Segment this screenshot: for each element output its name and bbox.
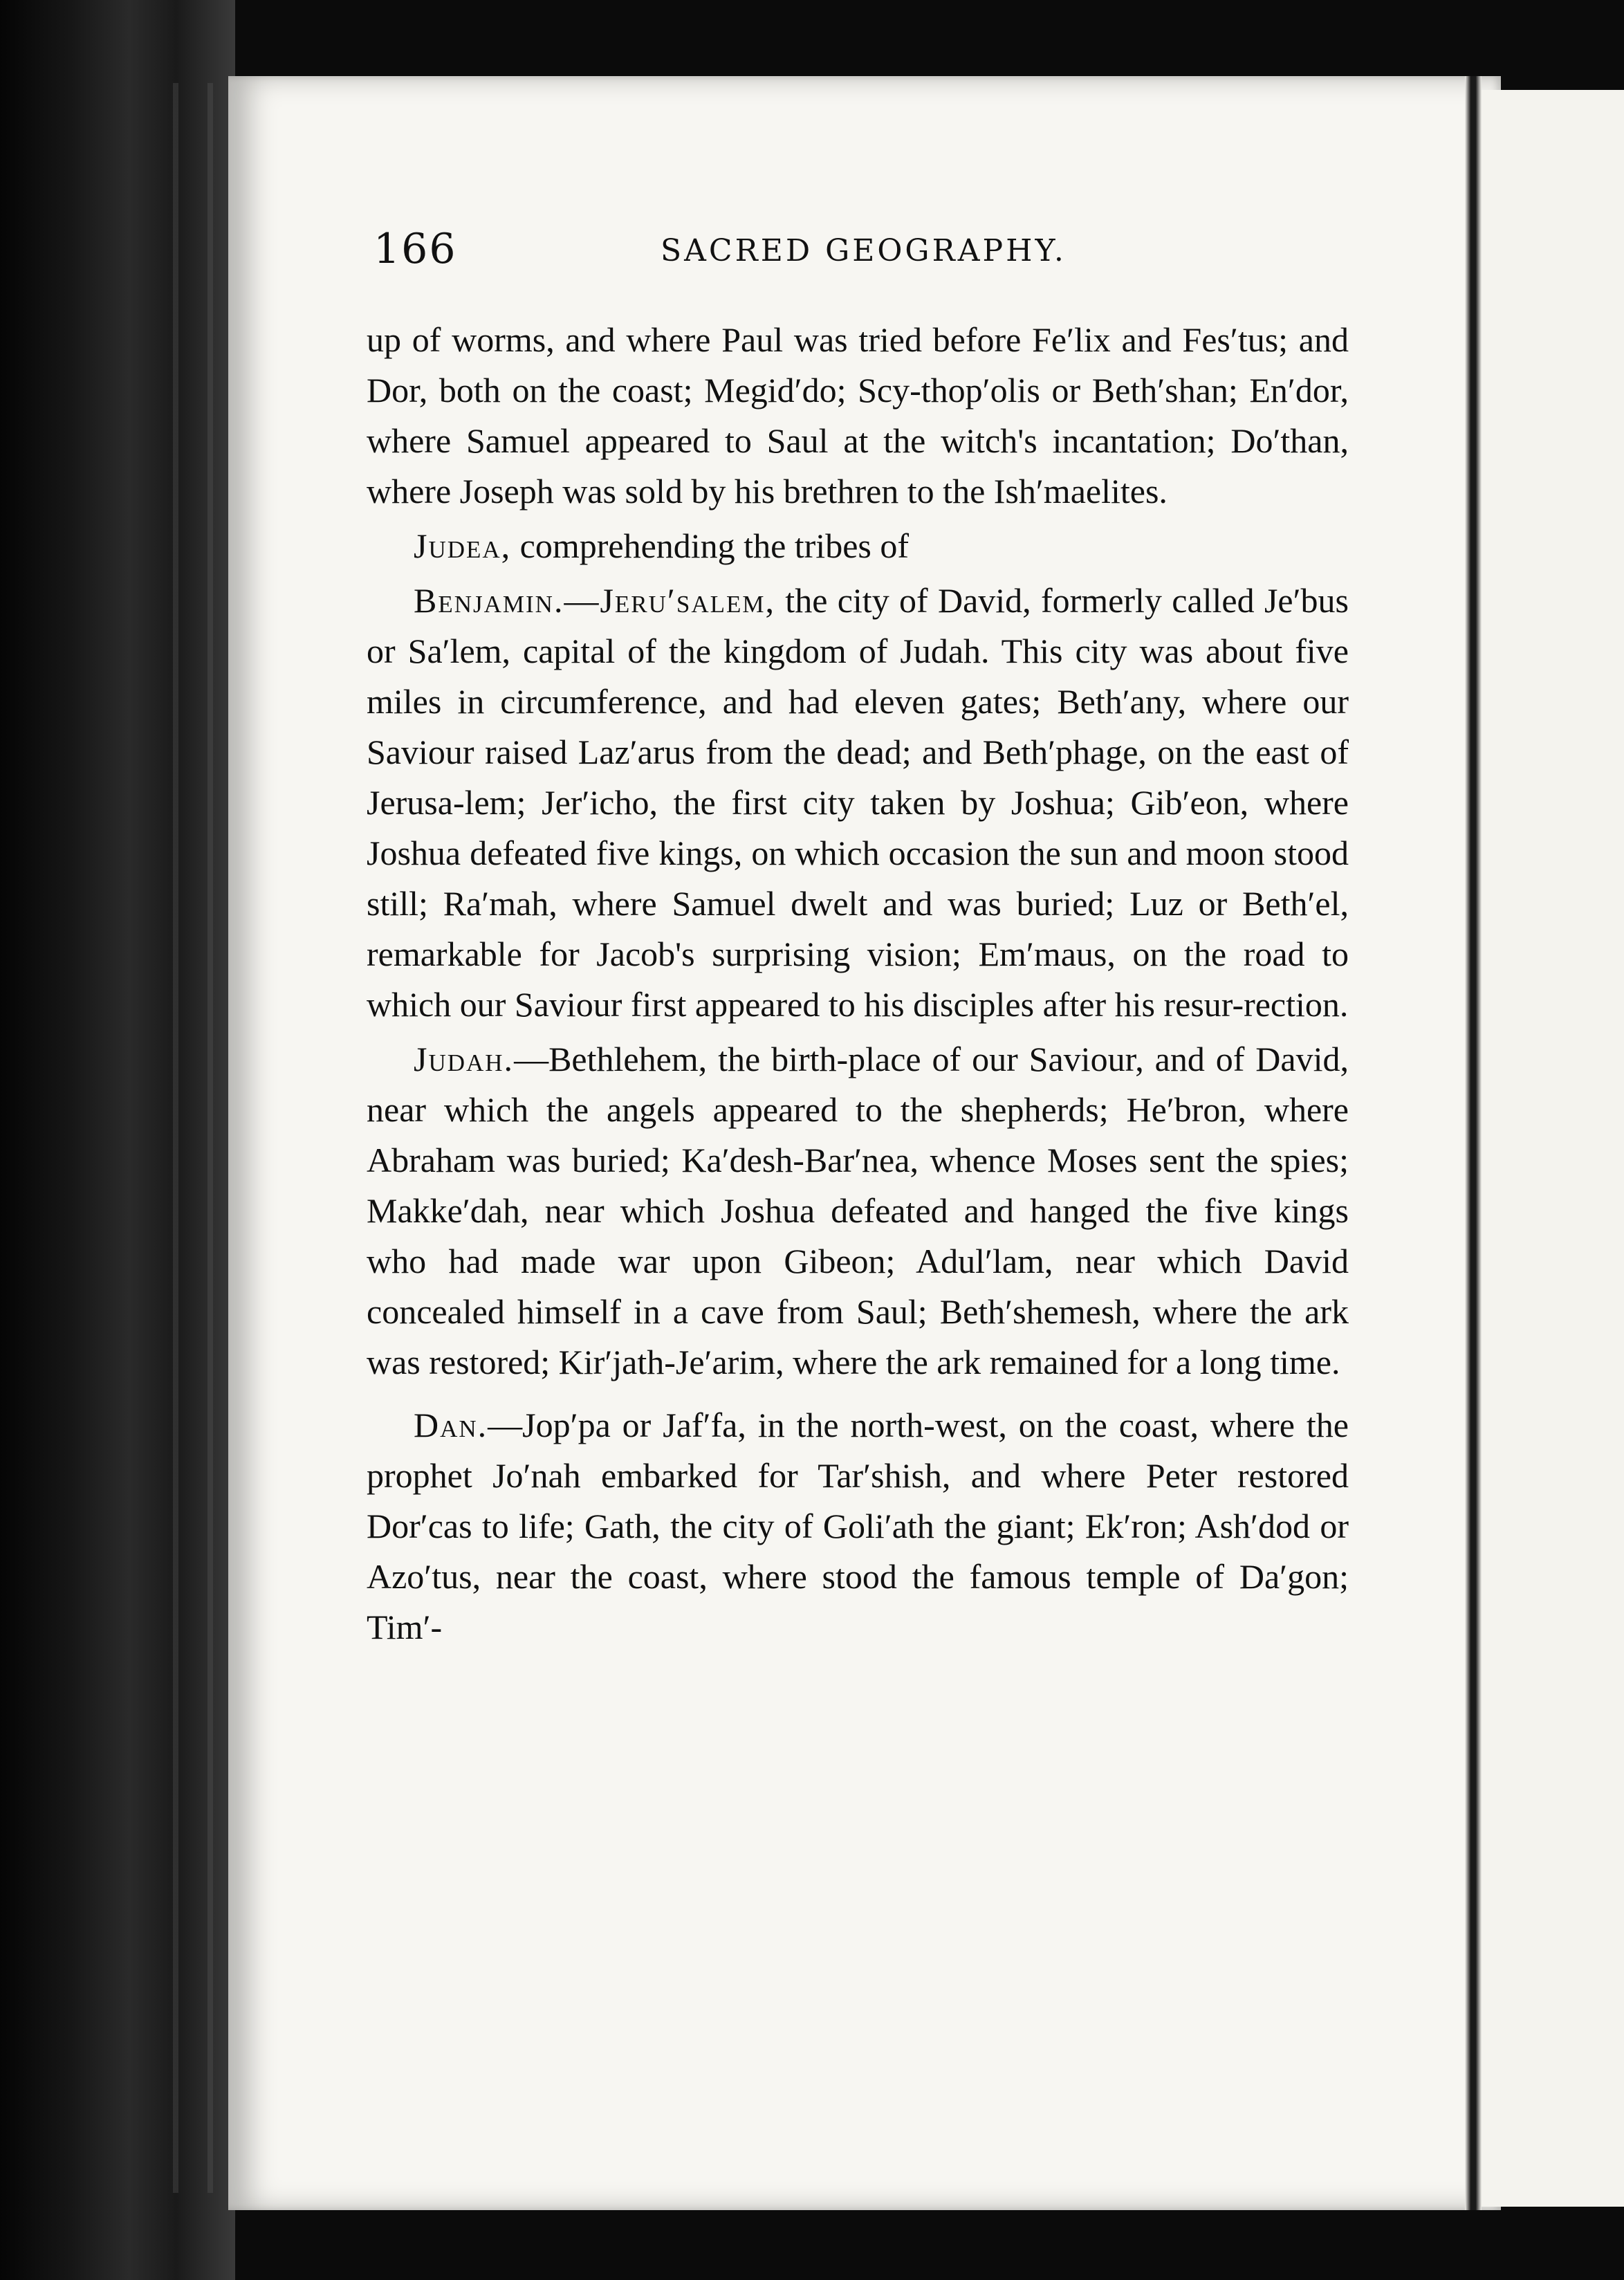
paragraph-lead: Judah. (414, 1040, 515, 1078)
paragraph-text: —Bethlehem, the birth-place of our Saviour, and of David, near which the angels appeared to the shepherds; He′bron, where Abraham was buried; Ka′desh-Bar′nea, whence Moses sent the spies; Makke′dah, near which Joshua defeated and hanged the five kings who had made war upon Gibeon; Adul′lam, near which David concealed himself in a cave from Saul; Beth′shemesh, where the ark was restored; Kir′jath-Je′arim, where the ark remained for a long time. (367, 1040, 1349, 1381)
running-head: SACRED GEOGRAPHY. (661, 233, 1067, 268)
paragraph-lead: Benjamin.—Jeru′salem, (414, 581, 775, 620)
paragraph-text: —Jop′pa or Jaf′fa, in the north-west, on the coast, where the prophet Jo′nah embarked for Tar′shish, and where Peter restored Dor′cas to life; Gath, the city of Goli′ath the giant; Ek′ron; Ash′dod or Azo′tus, near the coast, where stood the famous temple of Da′gon; Tim′- (367, 1406, 1349, 1646)
paragraph-lead: Dan. (414, 1406, 488, 1444)
paragraph-text: the city of David, formerly called Je′bus or Sa′lem, capital of the kingdom of Judah. This city was about five miles in circumference, and had eleven gates; Beth′any, where our Saviour raised Laz′arus from the dead; and Beth′phage, on the east of Jerusa-lem; Jer′icho, the first city taken by Joshua; Gib′eon, where Joshua defeated five kings, on which occasion the sun and moon stood still; Ra′mah, where Samuel dwelt and was buried; Luz or Beth′el, remarkable for Jacob's surprising vision; Em′maus, on the road to which our Saviour first appeared to his disciples after his resur-rection. (367, 581, 1349, 1024)
body-text (367, 315, 1349, 1653)
facing-page-edge (1482, 90, 1624, 2207)
book-spine (0, 0, 235, 2280)
paragraph (367, 1400, 1349, 1653)
page-gutter (1465, 76, 1482, 2210)
paragraph (367, 1034, 1349, 1388)
paragraph (367, 576, 1349, 1030)
paragraph (367, 315, 1349, 517)
paragraph (367, 521, 1349, 571)
spine-edge-line (207, 83, 213, 2193)
paragraph-text: comprehending the tribes of (511, 526, 910, 565)
paragraph-lead: Judea, (414, 526, 512, 565)
page-number: 166 (373, 225, 457, 273)
page-header (373, 225, 1356, 280)
spine-edge-line (173, 83, 178, 2193)
paragraph-text: up of worms, and where Paul was tried before Fe′lix and Fes′tus; and Dor, both on the coast; Megid′do; Scy-thop′olis or Beth′shan; En′dor, where Samuel appeared to Saul at the witch's incantation; Do′than, where Joseph was sold by his brethren to the Ish′maelites. (367, 320, 1349, 511)
